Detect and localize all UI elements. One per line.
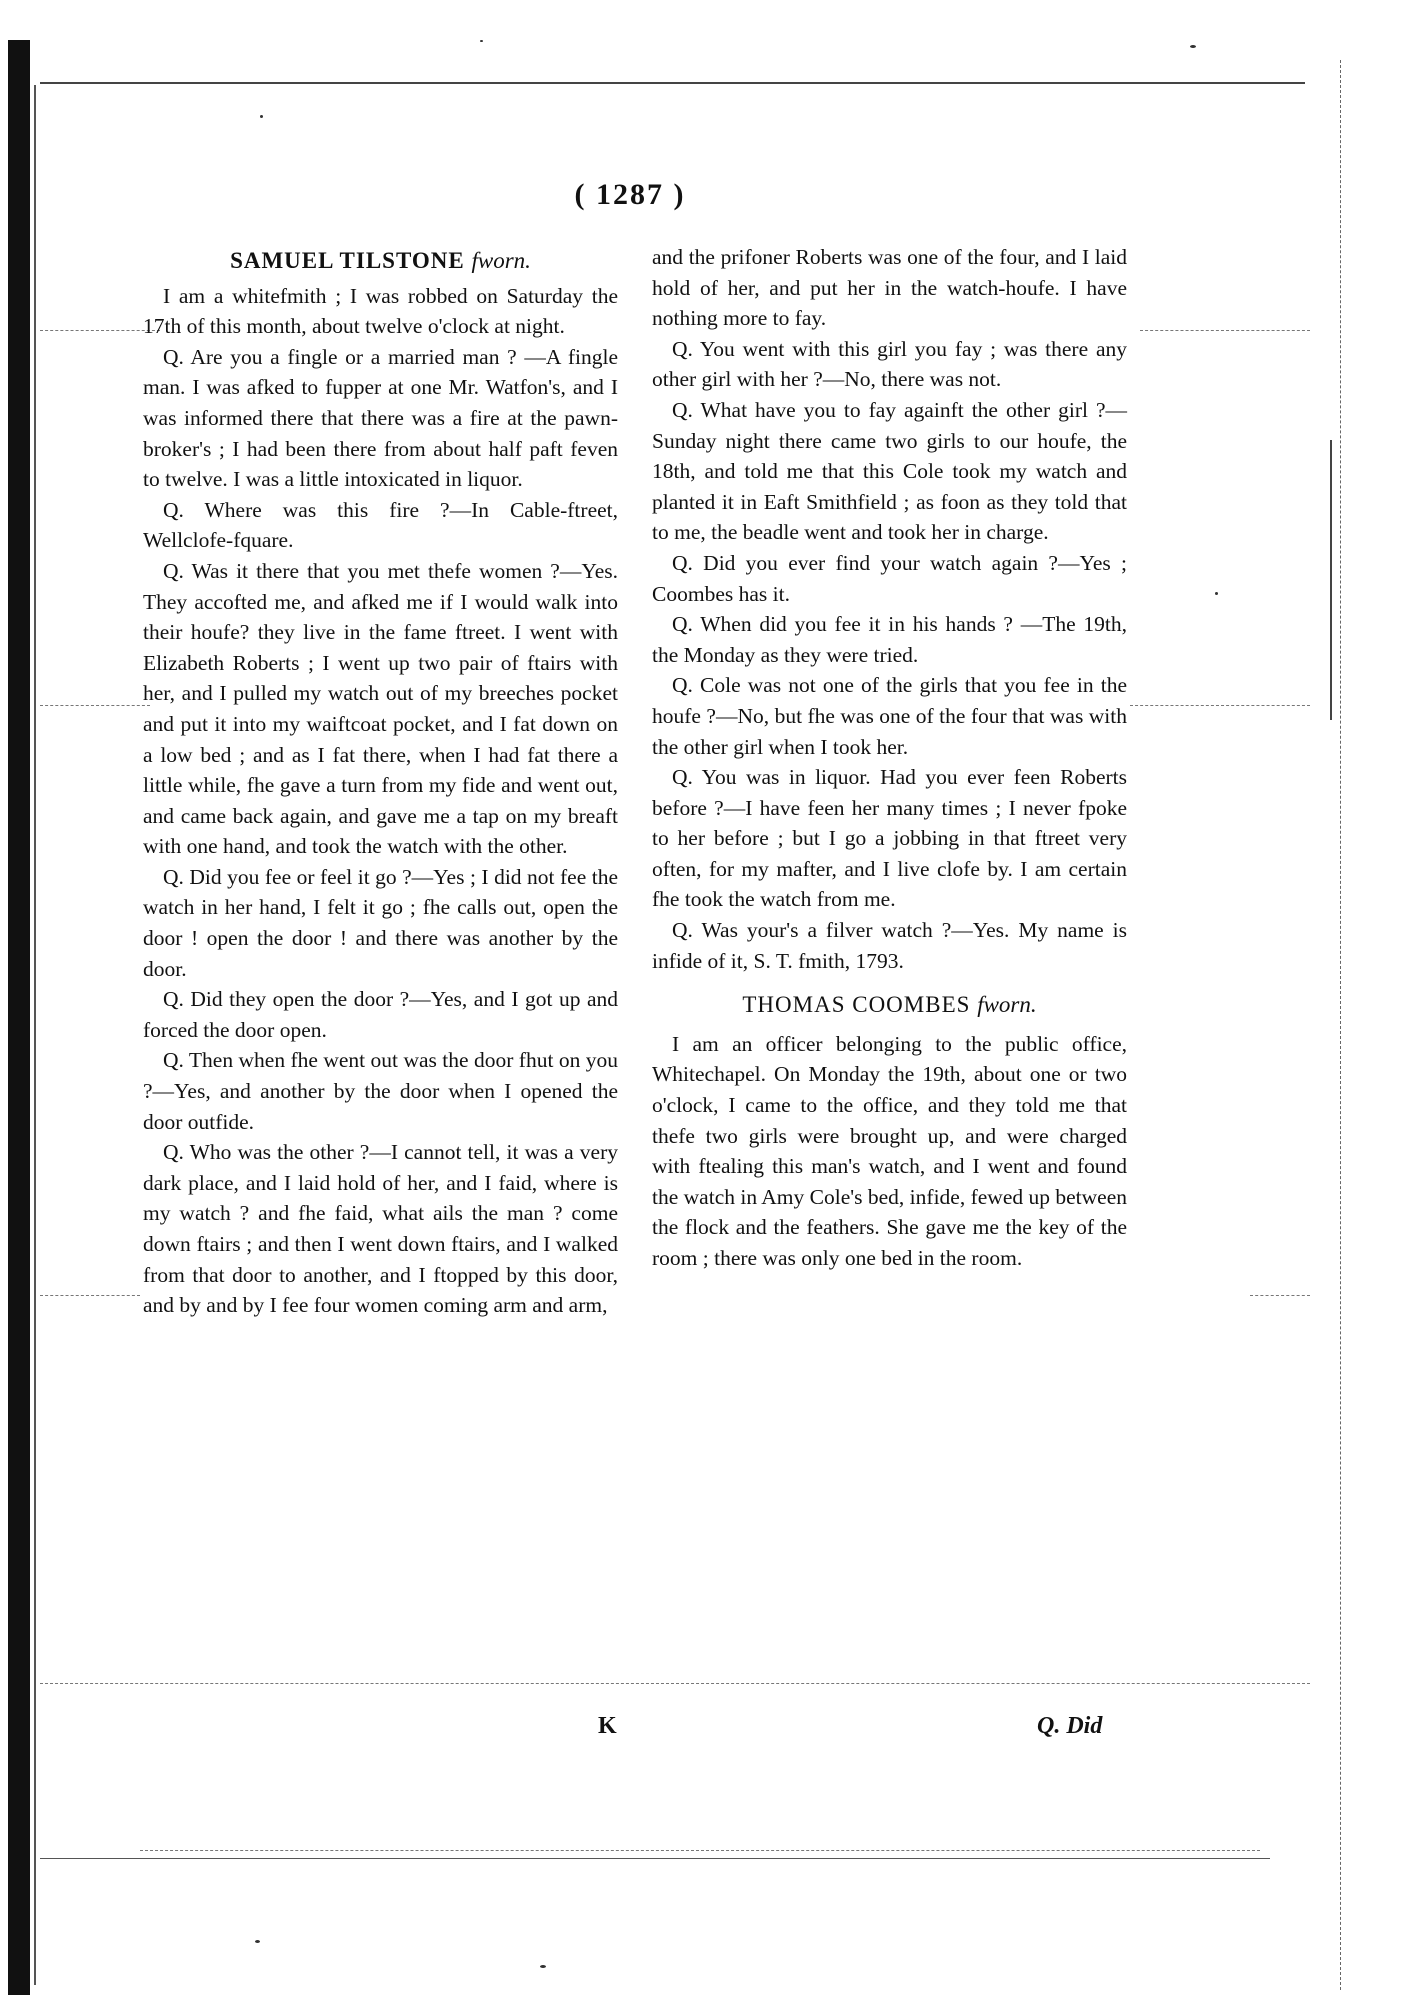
testimony-paragraph: I am an officer belonging to the public office, Whitechapel. On Monday the 19th, about one or two o'clock, I came to the office, and they told me that thefe two girls were brought up, and were charged with ftealing this man's watch, and I went and found the watch in Amy Cole's bed, infide, fewed up between the flock and the feathers. She gave me the key of the room ; there was only one bed in the room. xyxy=(652,1031,1127,1270)
signature-mark: K xyxy=(598,1713,617,1739)
testimony-paragraph: Q. Was it there that you met thefe women ?—Yes. They accofted me, and afked me if I would walk into their houfe? they live in the fame ftreet. I went with Elizabeth Roberts ; I went up two pair of ftairs with her, and I pulled my watch out of my breeches pocket and put it into my waiftcoat pocket, and I fat down on a low bed ; and as I fat there, when I had fat there a little while, fhe gave a turn from my fide and went out, and came back again, and gave me a tap on my breaft with one hand, and took the watch with the other. xyxy=(143,558,618,859)
sworn-label: fworn. xyxy=(471,248,531,273)
witness-name: THOMAS COOMBES xyxy=(742,992,971,1018)
testimony-paragraph: Q. Did they open the door ?—Yes, and I got up and forced the door open. xyxy=(143,987,618,1042)
scan-line-vertical xyxy=(1330,440,1332,720)
testimony-paragraph: Q. Cole was not one of the girls that you fee in the houfe ?—No, but fhe was one of the four that was with the other girl when I took her. xyxy=(652,673,1127,759)
testimony-paragraph: Q. Where was this fire ?—In Cable-ftreet, Wellclofe-fquare. xyxy=(143,497,618,553)
witness-heading xyxy=(143,246,618,277)
scan-line xyxy=(40,1683,1310,1684)
witness-heading xyxy=(652,990,1127,1021)
left-column xyxy=(143,246,618,1321)
scan-speck xyxy=(1215,592,1218,595)
scan-line xyxy=(40,705,150,706)
scan-speck xyxy=(540,1965,546,1968)
testimony-paragraph: Q. You went with this girl you fay ; was there any other girl with her ?—No, there was not. xyxy=(652,336,1127,392)
scan-line xyxy=(1130,705,1310,706)
binding-shadow xyxy=(34,85,36,1985)
testimony-paragraph: Q. Did you fee or feel it go ?—Yes ; I did not fee the watch in her hand, I felt it go ; fhe calls out, open the door ! open the door ! and there was another by the door. xyxy=(143,864,618,981)
scan-speck xyxy=(255,1940,260,1943)
testimony-paragraph: Q. Then when fhe went out was the door fhut on you ?—Yes, and another by the door when I opened the door outfide. xyxy=(143,1048,618,1134)
witness-name: SAMUEL TILSTONE xyxy=(230,248,465,273)
top-rule xyxy=(40,82,1305,84)
testimony-paragraph: Q. Who was the other ?—I cannot tell, it was a very dark place, and I laid hold of her, and I faid, where is my watch ? and fhe faid, what ails the man ? come down ftairs ; and then I went down ftairs, and I walked from that door to another, and I ftopped by this door, and by and by I fee four women coming arm and arm, xyxy=(143,1140,618,1318)
testimony-paragraph: Q. Did you ever find your watch again ?—Yes ; Coombes has it. xyxy=(652,550,1127,606)
scan-speck xyxy=(260,115,263,118)
scan-line-vertical xyxy=(1340,60,1341,1990)
page-number: ( 1287 ) xyxy=(574,178,686,211)
testimony-paragraph: Q. What have you to fay againft the other girl ?—Sunday night there came two girls to our houfe, the 18th, and told me that this Cole took my watch and planted it in Eaft Smithfield ; as foon as they told that to me, the beadle went and took her in charge. xyxy=(652,397,1127,545)
scan-line xyxy=(40,330,160,331)
testimony-paragraph: Q. When did you fee it in his hands ? —The 19th, the Monday as they were tried. xyxy=(652,612,1127,667)
testimony-paragraph: Q. Was your's a filver watch ?—Yes. My name is infide of it, S. T. fmith, 1793. xyxy=(652,918,1127,973)
right-column xyxy=(652,242,1127,1274)
testimony-paragraph: Q. You was in liquor. Had you ever feen Roberts before ?—I have feen her many times ; I never fpoke to her before ; but I go a jobbing in that ftreet very often, for my mafter, and I live clofe by. I am certain fhe took the watch from me. xyxy=(652,765,1127,912)
scan-line xyxy=(1140,330,1310,331)
scan-speck xyxy=(1190,45,1196,48)
testimony-paragraph: Q. Are you a fingle or a married man ? —A fingle man. I was afked to fupper at one Mr. Watfon's, and I was informed there that there was a fire at the pawn-broker's ; I had been there from about half paft feven to twelve. I was a little intoxicated in liquor. xyxy=(143,344,618,492)
scan-line xyxy=(40,1295,140,1296)
binding-edge xyxy=(8,40,30,1995)
catchword: Q. Did xyxy=(1037,1713,1103,1739)
scan-line xyxy=(140,1850,1260,1851)
sworn-label: fworn. xyxy=(977,992,1037,1018)
scan-speck xyxy=(480,40,483,42)
testimony-paragraph: and the prifoner Roberts was one of the four, and I laid hold of her, and put her in the watch-houfe. I have nothing more to fay. xyxy=(652,245,1127,331)
testimony-paragraph: I am a whitefmith ; I was robbed on Saturday the 17th of this month, about twelve o'clock at night. xyxy=(143,283,618,339)
scan-line xyxy=(1250,1295,1310,1296)
bottom-rule xyxy=(40,1858,1270,1859)
